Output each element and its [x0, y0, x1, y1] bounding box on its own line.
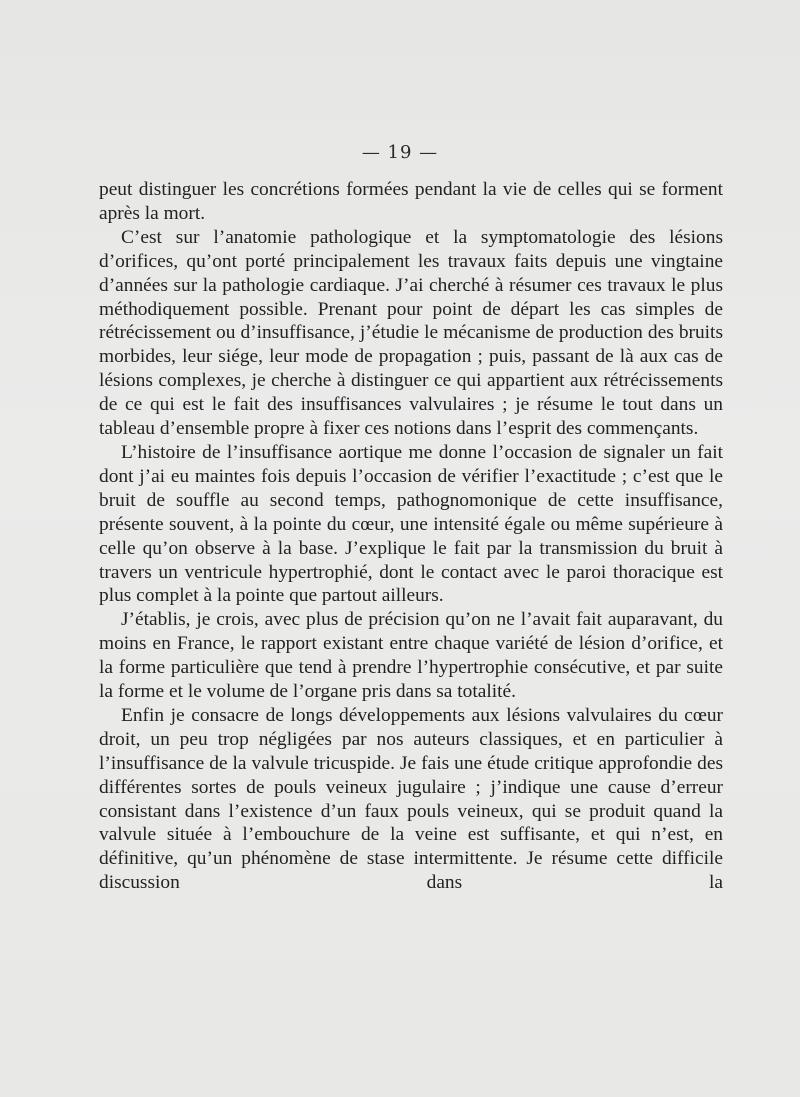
paragraph-2: C’est sur l’anatomie pathologique et la symptomatologie des lésions d’orifices, qu’ont porté principalement les travaux faits depuis une vingtaine d’années sur la pathologie cardiaque. J’ai cherché à résumer ces travaux le plus méthodiquement possible. Prenant pour point de départ les cas simples de rétrécissement ou d’insuffisance, j’étudie le mécanisme de production des bruits morbides, leur siége, leur mode de propagation ; puis, passant de là aux cas de lésions complexes, je cherche à distinguer ce qui appartient aux rétrécissements de ce qui est le fait des insuffisances valvulaires ; je résume le tout dans un tableau d’ensemble propre à fixer ces notions dans l’esprit des commençants.	[99, 226, 723, 440]
paragraph-3: L’histoire de l’insuffisance aortique me donne l’occasion de signaler un fait dont j’ai eu maintes fois depuis l’occasion de vérifier l’exactitude ; c’est que le bruit de souffle au second temps, pathognomonique de cette insuffisance, présente souvent, à la pointe du cœur, une intensité égale ou même supérieure à celle qu’on observe à la base. J’explique le fait par la transmission du bruit à travers un ventricule hypertrophié, dont le contact avec le paroi thoracique est plus complet à la pointe que partout ailleurs.	[99, 441, 723, 607]
paragraph-4: J’établis, je crois, avec plus de précision qu’on ne l’avait fait auparavant, du moins en France, le rapport existant entre chaque variété de lésion d’orifice, et la forme particulière que tend à prendre l’hypertrophie consécutive, et par suite la forme et le volume de l’organe pris dans sa totalité.	[99, 609, 723, 703]
page-number: — 19 —	[361, 142, 439, 163]
paragraph-1: peut distinguer les concrétions formées pendant la vie de celles qui se forment après la mort.	[99, 179, 723, 224]
paragraph-5: Enfin je consacre de longs développements aux lésions valvulaires du cœur droit, un peu trop négligées par nos auteurs classiques, et en particulier à l’insuffisance de la valvule tricuspide. Je fais une étude critique approfondie des différentes sortes de pouls veineux jugulaire ; j’indique une cause d’erreur consistant dans l’existence d’un faux pouls veineux, qui se produit quand la valvule située à l’embouchure de la veine est suffisante, et qui n’est, en définitive, qu’un phénomène de stase intermittente. Je résume cette difficile discussion dans la	[99, 704, 723, 894]
body-text	[99, 178, 723, 895]
